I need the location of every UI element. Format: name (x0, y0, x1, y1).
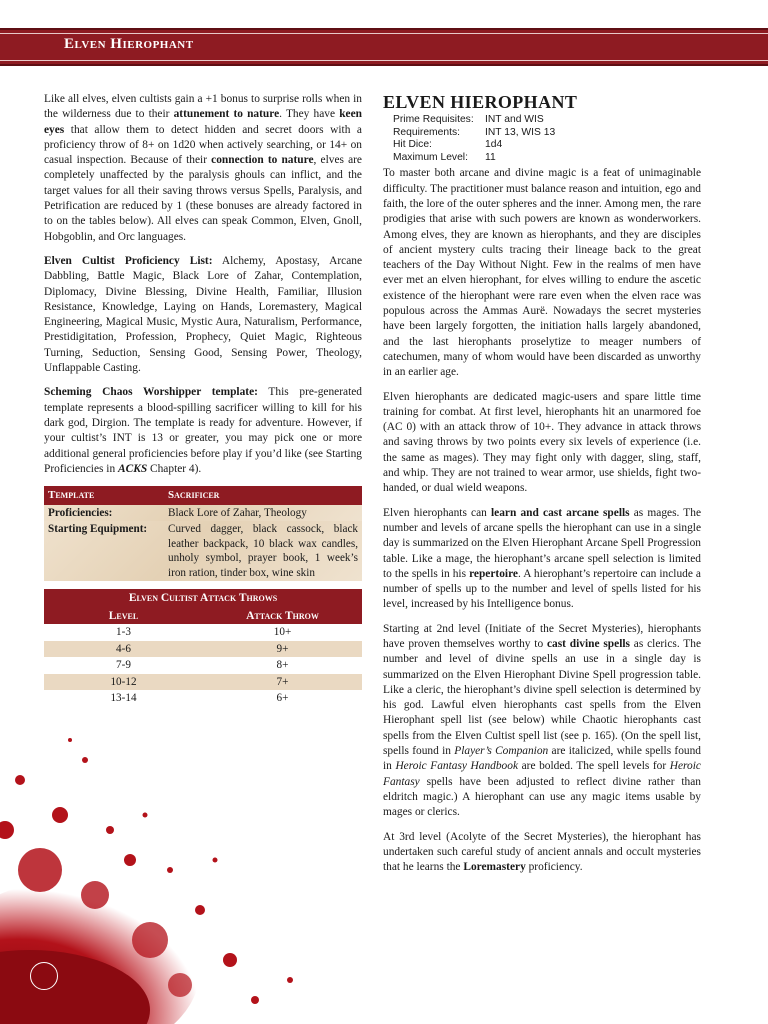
table-row (44, 690, 362, 707)
req-value: 11 (485, 151, 496, 163)
proficiency-list-paragraph (44, 254, 362, 376)
row-value: Curved dagger, black cassock, black leather backpack, 10 black wax candles, unholy symbol, prayer book, 1 week’s iron ration, tinder box, wine skin (168, 523, 358, 579)
table-row (44, 624, 362, 641)
keyword-attunement: attunement to nature (173, 108, 280, 121)
text-run: At 3rd level (Acolyte of the Secret Mysteries), the hierophant has undertaken such careful study of ancient annals and occult mysteries that he learns the (383, 830, 701, 874)
level-header: Level (44, 608, 203, 625)
text-run: , elves are completely unaffected by the paralysis ghouls can inflict, and the target values for all their saving throws versus Spells, Paralysis, and Petrification are reduced by 1 (these bonuses are already factored in to on the tables below). All elves can speak Common, Elven, Gnoll, Hobgoblin, and Orc languages. (44, 154, 362, 243)
elf-abilities-paragraph (44, 92, 362, 245)
template-label: Scheming Chaos Worshipper template: (44, 386, 258, 399)
row-key: Starting Equipment: (48, 523, 148, 536)
text-run: that allow them to detect hidden and secret doors with a proficiency throw of 8+ on 1d20 when actively searching, or 14+ on casual inspection. Because of their (44, 123, 362, 167)
throw-cell: 8+ (203, 657, 362, 674)
template-text: This pre-generated template represents a blood-spilling sacrificer willing to kill for his dark god, Dirgion. The template is ready for adventure. However, if your cultist’s INT is 13 or greater, you may pick one or more additional general proficiencies before play if you’d like (see Starting Proficiencies in (44, 386, 362, 475)
level-cell: 7-9 (44, 657, 203, 674)
level-cell: 4-6 (44, 641, 203, 658)
book-title: ACKS (118, 462, 148, 475)
template-table (44, 486, 362, 581)
attack-table-title: Elven Cultist Attack Throws (44, 589, 362, 608)
combat-paragraph: Elven hierophants are dedicated magic-users and spare little time training for combat. At first level, hierophants hit an unarmored foe (AC 0) with an attack throw of 10+. They advance in attack throws and saving throws by two points every six levels of experience (i.e. the same as mages). They may fight only with dagger, sling, staff, and whip. They are not trained to wear armor, use shields, fight two-handed, or dual wield weapons. (383, 390, 701, 495)
text-run: are bolded. The spell levels for (518, 760, 670, 773)
proficiency-list-label: Elven Cultist Proficiency List: (44, 254, 213, 267)
level-cell: 1-3 (44, 624, 203, 641)
attack-throws-table (44, 589, 362, 707)
class-title: ELVEN HIEROPHANT (383, 92, 578, 112)
req-key: Maximum Level: (393, 151, 468, 163)
book-title: Heroic Fantasy (383, 760, 701, 788)
throw-cell: 10+ (203, 624, 362, 641)
text-run: . A hierophant’s repertoire can include a number of spells up to the number and level of spells listed for his level, increased by his Intelligence bonus. (383, 567, 701, 611)
row-value: Black Lore of Zahar, Theology (168, 506, 307, 519)
header-band (0, 28, 768, 66)
keyword-connection: connection to nature (211, 154, 314, 167)
row-key: Proficiencies: (48, 506, 113, 519)
text-run: as mages. The number and levels of arcane spells the hierophant can use in a single day is summarized on the Elven Hierophant Arcane Spell Progression table. Like a mage, the hierophant’s arcane spell selection is limited to the spells in his (383, 506, 702, 580)
throw-cell: 9+ (203, 641, 362, 658)
page-number-circle (30, 962, 58, 990)
keyword-repertoire: repertoire (469, 567, 518, 580)
divine-spells-paragraph (383, 622, 701, 821)
table-row (44, 641, 362, 658)
level-cell: 13-14 (44, 690, 203, 707)
keyword-divine: cast divine spells (547, 637, 630, 650)
attack-throw-header: Attack Throw (203, 608, 362, 625)
table-row (393, 139, 555, 152)
keyword-arcane: learn and cast arcane spells (491, 506, 630, 519)
proficiency-list-text: Alchemy, Apostasy, Arcane Dabbling, Battle Magic, Black Lore of Zahar, Contemplation, Diplomacy, Divine Blessing, Divine Health, Familiar, Illusion Resistance, Knowledge, Laying on Hands, Loremastery, Magical Engineering, Magical Music, Mystic Aura, Naturalism, Performance, Prestidigitation, Profession, Prophecy, Quiet Magic, Righteous Turning, Seduction, Sensing Good, Sensing Power, Theology, Unflappable Casting. (44, 254, 362, 375)
arcane-spells-paragraph (383, 506, 701, 613)
req-value: 1d4 (485, 139, 503, 151)
text-run: as clerics. The number and level of divine spells an use in a single day is summarized on the Elven Hierophant Divine Spell progression table. Like a cleric, the hierophant’s divine spell selection is determined by his god. Lawful elven hierophants cast spells from the Elven Hierophant spell list (see below) while Chaotic hierophants cast spells from the Elven Cultist spell list (see p. 165). (On the spell list, spells found in (383, 637, 701, 758)
throw-cell: 6+ (203, 690, 362, 707)
table-row (393, 152, 555, 165)
page-header-title: Elven Hierophant (64, 36, 194, 52)
req-key: Hit Dice: (393, 139, 432, 151)
left-column (44, 92, 362, 707)
keyword-loremastery: Loremastery (463, 861, 526, 874)
keyword-keen-eyes: keen eyes (44, 108, 362, 136)
right-column (383, 92, 701, 884)
requirements-table (393, 114, 555, 164)
table-row (44, 674, 362, 691)
req-key: Requirements: (393, 126, 460, 138)
level-cell: 10-12 (44, 674, 203, 691)
table-row (393, 127, 555, 140)
req-value: INT 13, WIS 13 (485, 126, 556, 138)
book-title: Heroic Fantasy Handbook (395, 760, 518, 773)
text-run: are italicized, while spells found in (383, 745, 701, 773)
header-rule-bottom (0, 60, 768, 61)
header-rule-top (0, 33, 768, 34)
table-row (393, 114, 555, 127)
intro-paragraph: To master both arcane and divine magic is a feat of unimaginable difficulty. The practitioner must balance reason and intuition, ego and faith, the lore of the outer spheres and the inner. Among men, the rare prodigies that arise with such powers are known as wonderworkers. Among elves, they are known as hierophants, and they are disciples of ancient mystery cults tracing their lineage back to the great teachers of the Day Without Night. Few in the realms of men have ever met an elven hierophant, for elves willing to endure the ascetic existence of the hierophant were rare even when the elven race was populous across the Ammas Aurë. Nowadays the secret mysteries have been largely forgotten, the initiation halls largely abandoned, and the last hierophants proselytize to meager numbers of catechumen, many of whom would have been discarded as unworthy in an earlier age. (383, 167, 701, 379)
req-key: Prime Requisites: (393, 114, 474, 125)
text-run: Chapter 4). (147, 462, 202, 475)
text-run: Like all elves, elven cultists gain a +1 bonus to surprise rolls when in the wilderness due to their (44, 93, 362, 121)
sacrificer-header: Sacrificer (164, 486, 362, 505)
text-run: spells have been adjusted to reflect divine rather than eldritch magic.) A hierophant can use any magic items usable by mages or clerics. (383, 775, 701, 819)
loremastery-paragraph (383, 830, 701, 876)
table-row (44, 657, 362, 674)
table-row (44, 521, 362, 581)
text-run: Elven hierophants can (383, 506, 492, 519)
throw-cell: 7+ (203, 674, 362, 691)
req-value: INT and WIS (485, 114, 544, 125)
text-run: . They have (279, 108, 340, 121)
table-row (44, 505, 362, 522)
book-title: Player’s Companion (454, 745, 549, 758)
text-run: proficiency. (525, 861, 583, 874)
text-run: Starting at 2nd level (Initiate of the Secret Mysteries), hierophants have proven themselves worthy to (383, 622, 701, 650)
template-paragraph (44, 385, 362, 477)
template-header: Template (44, 486, 164, 505)
